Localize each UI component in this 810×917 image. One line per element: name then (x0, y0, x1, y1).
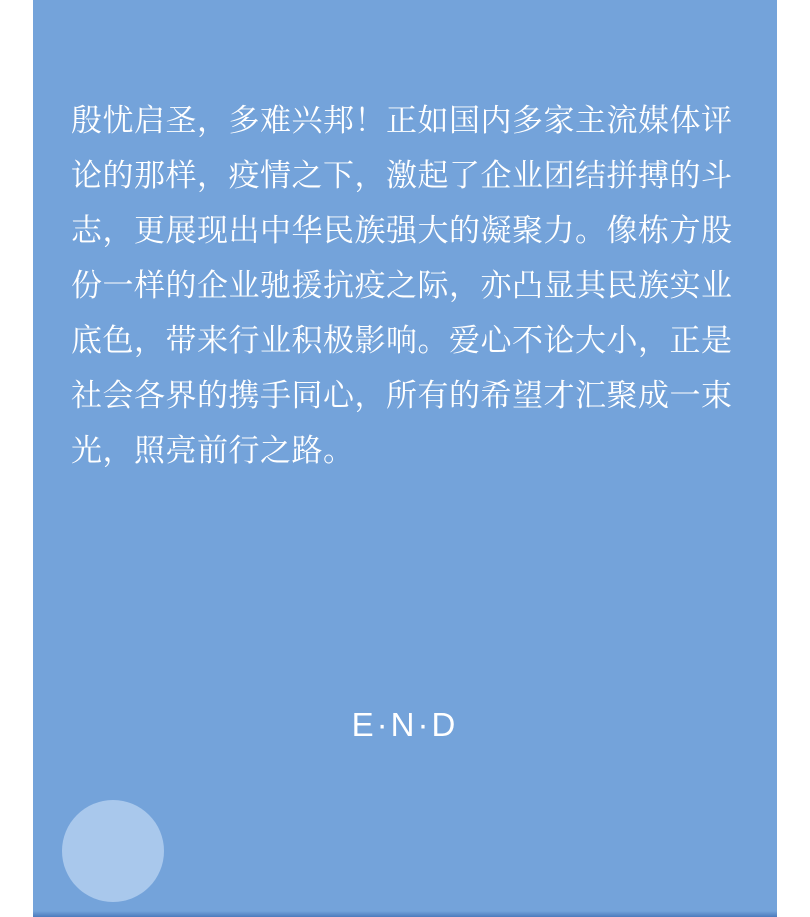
decorative-circle (62, 800, 164, 902)
paragraph-line: 底色，带来行业积极影响。爱心不论大小，正是 (71, 323, 733, 358)
paragraph-line: 志，更展现出中华民族强大的凝聚力。像栋方股 (71, 213, 733, 248)
article-card (33, 0, 777, 917)
paragraph-line: 份一样的企业驰援抗疫之际，亦凸显其民族实业 (71, 268, 733, 303)
article-paragraph (71, 93, 738, 478)
paragraph-line: 光，照亮前行之路。 (71, 433, 355, 468)
paragraph-line: 论的那样，疫情之下，激起了企业团结拼搏的斗 (71, 158, 733, 193)
paragraph-line: 社会各界的携手同心，所有的希望才汇聚成一束 (71, 378, 733, 413)
end-marker: E·N·D (351, 706, 459, 743)
paragraph-line: 殷忧启圣，多难兴邦！正如国内多家主流媒体评 (71, 103, 733, 138)
bottom-edge-divider (33, 911, 777, 917)
